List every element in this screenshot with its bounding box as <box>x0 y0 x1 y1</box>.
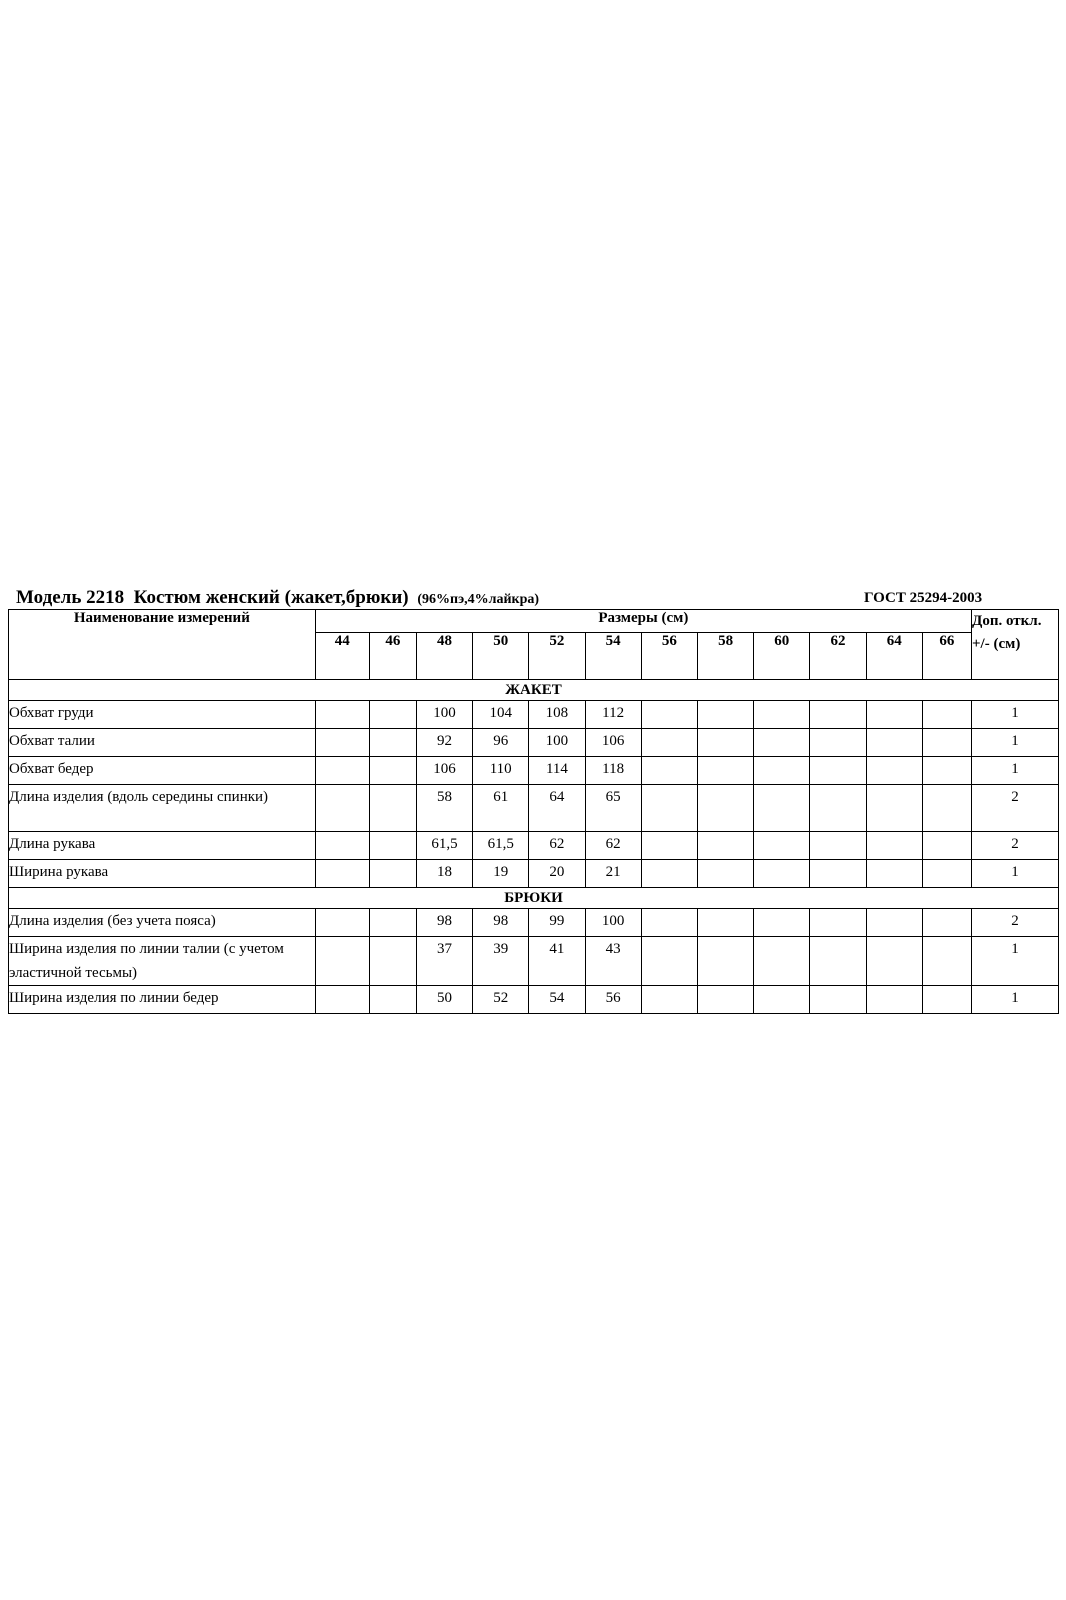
size-value-54: 65 <box>585 785 641 832</box>
size-value-52: 62 <box>529 832 585 860</box>
size-value-48: 61,5 <box>416 832 472 860</box>
size-value-60 <box>754 909 810 937</box>
measurement-name: Ширина изделия по линии талии (с учетом эластичной тесьмы) <box>9 937 316 986</box>
size-value-66 <box>922 832 971 860</box>
tolerance-value: 1 <box>972 757 1059 785</box>
size-value-62 <box>810 701 866 729</box>
size-value-52: 64 <box>529 785 585 832</box>
size-value-54: 56 <box>585 986 641 1014</box>
size-value-60 <box>754 757 810 785</box>
size-value-60 <box>754 860 810 888</box>
size-value-54: 106 <box>585 729 641 757</box>
size-value-44 <box>315 860 369 888</box>
size-value-62 <box>810 860 866 888</box>
size-value-56 <box>641 832 697 860</box>
section-title: БРЮКИ <box>9 888 1059 909</box>
size-value-50: 19 <box>473 860 529 888</box>
size-value-60 <box>754 729 810 757</box>
size-value-66 <box>922 937 971 986</box>
size-value-48: 18 <box>416 860 472 888</box>
section-row <box>9 888 1059 909</box>
size-value-46 <box>369 729 416 757</box>
size-value-64 <box>866 986 922 1014</box>
size-value-56 <box>641 860 697 888</box>
measurement-name: Длина рукава <box>9 832 316 860</box>
table-row <box>9 832 1059 860</box>
size-value-50: 52 <box>473 986 529 1014</box>
size-value-58 <box>697 909 753 937</box>
size-value-62 <box>810 729 866 757</box>
product-title: Костюм женский (жакет,брюки) <box>133 587 409 608</box>
size-value-56 <box>641 937 697 986</box>
size-value-66 <box>922 909 971 937</box>
size-value-44 <box>315 986 369 1014</box>
size-header-50: 50 <box>473 633 529 680</box>
tolerance-header: Доп. откл. +/- (см) <box>972 610 1059 680</box>
size-value-56 <box>641 729 697 757</box>
size-value-44 <box>315 937 369 986</box>
size-value-46 <box>369 757 416 785</box>
size-value-44 <box>315 701 369 729</box>
table-row <box>9 860 1059 888</box>
size-value-50: 98 <box>473 909 529 937</box>
size-header-58: 58 <box>697 633 753 680</box>
size-value-46 <box>369 937 416 986</box>
size-value-62 <box>810 986 866 1014</box>
size-value-56 <box>641 909 697 937</box>
size-value-50: 61 <box>473 785 529 832</box>
size-value-66 <box>922 785 971 832</box>
size-value-64 <box>866 729 922 757</box>
size-value-46 <box>369 986 416 1014</box>
size-value-64 <box>866 937 922 986</box>
size-value-54: 100 <box>585 909 641 937</box>
sizes-header: Размеры (см) <box>315 610 971 633</box>
size-value-50: 96 <box>473 729 529 757</box>
model-title <box>16 587 539 609</box>
size-value-66 <box>922 860 971 888</box>
size-value-46 <box>369 860 416 888</box>
tolerance-value: 1 <box>972 986 1059 1014</box>
size-value-52: 108 <box>529 701 585 729</box>
size-value-58 <box>697 729 753 757</box>
section-title: ЖАКЕТ <box>9 680 1059 701</box>
size-value-50: 104 <box>473 701 529 729</box>
size-value-58 <box>697 701 753 729</box>
size-value-66 <box>922 729 971 757</box>
size-value-52: 41 <box>529 937 585 986</box>
size-value-52: 114 <box>529 757 585 785</box>
size-value-64 <box>866 909 922 937</box>
size-value-64 <box>866 832 922 860</box>
size-value-48: 50 <box>416 986 472 1014</box>
size-value-62 <box>810 937 866 986</box>
size-value-46 <box>369 832 416 860</box>
tolerance-value: 1 <box>972 860 1059 888</box>
size-value-50: 39 <box>473 937 529 986</box>
size-value-46 <box>369 785 416 832</box>
size-value-44 <box>315 832 369 860</box>
document-header <box>16 587 1046 609</box>
tolerance-value: 1 <box>972 937 1059 986</box>
size-value-58 <box>697 757 753 785</box>
size-value-48: 98 <box>416 909 472 937</box>
table-row <box>9 785 1059 832</box>
size-value-46 <box>369 909 416 937</box>
measurement-name: Длина изделия (без учета пояса) <box>9 909 316 937</box>
tolerance-value: 1 <box>972 729 1059 757</box>
measurement-name: Ширина рукава <box>9 860 316 888</box>
table-row <box>9 909 1059 937</box>
size-value-64 <box>866 785 922 832</box>
size-value-54: 112 <box>585 701 641 729</box>
size-header-62: 62 <box>810 633 866 680</box>
size-value-50: 61,5 <box>473 832 529 860</box>
size-value-48: 58 <box>416 785 472 832</box>
tolerance-value: 1 <box>972 701 1059 729</box>
measurement-name: Обхват груди <box>9 701 316 729</box>
section-row <box>9 680 1059 701</box>
measurement-name-header: Наименование измерений <box>9 610 316 680</box>
size-value-60 <box>754 701 810 729</box>
size-value-58 <box>697 860 753 888</box>
model-number: Модель 2218 <box>16 587 125 608</box>
size-header-52: 52 <box>529 633 585 680</box>
size-chart-body <box>9 680 1059 1014</box>
fabric-composition: (96%пэ,4%лайкра) <box>417 592 540 607</box>
size-value-64 <box>866 860 922 888</box>
size-value-58 <box>697 937 753 986</box>
size-value-54: 43 <box>585 937 641 986</box>
size-value-62 <box>810 909 866 937</box>
size-value-54: 21 <box>585 860 641 888</box>
table-row <box>9 937 1059 986</box>
size-value-50: 110 <box>473 757 529 785</box>
size-value-60 <box>754 785 810 832</box>
size-value-56 <box>641 757 697 785</box>
size-header-54: 54 <box>585 633 641 680</box>
size-value-54: 62 <box>585 832 641 860</box>
size-header-48: 48 <box>416 633 472 680</box>
size-value-52: 99 <box>529 909 585 937</box>
measurement-name: Обхват талии <box>9 729 316 757</box>
size-value-46 <box>369 701 416 729</box>
size-value-60 <box>754 986 810 1014</box>
size-header-60: 60 <box>754 633 810 680</box>
size-value-66 <box>922 757 971 785</box>
tolerance-value: 2 <box>972 785 1059 832</box>
tolerance-value: 2 <box>972 832 1059 860</box>
size-value-48: 92 <box>416 729 472 757</box>
size-value-58 <box>697 832 753 860</box>
size-header-56: 56 <box>641 633 697 680</box>
table-row <box>9 757 1059 785</box>
size-value-66 <box>922 701 971 729</box>
size-value-58 <box>697 785 753 832</box>
size-value-44 <box>315 909 369 937</box>
size-value-48: 106 <box>416 757 472 785</box>
measurement-name: Длина изделия (вдоль середины спинки) <box>9 785 316 832</box>
size-value-44 <box>315 757 369 785</box>
size-value-58 <box>697 986 753 1014</box>
size-value-62 <box>810 785 866 832</box>
tolerance-value: 2 <box>972 909 1059 937</box>
size-value-62 <box>810 757 866 785</box>
size-header-44: 44 <box>315 633 369 680</box>
size-value-56 <box>641 785 697 832</box>
size-chart-table <box>8 609 1059 1014</box>
size-header-64: 64 <box>866 633 922 680</box>
size-value-44 <box>315 785 369 832</box>
size-value-60 <box>754 937 810 986</box>
measurement-name: Обхват бедер <box>9 757 316 785</box>
size-value-52: 54 <box>529 986 585 1014</box>
size-header-66: 66 <box>922 633 971 680</box>
size-value-60 <box>754 832 810 860</box>
size-value-56 <box>641 701 697 729</box>
size-value-54: 118 <box>585 757 641 785</box>
size-value-56 <box>641 986 697 1014</box>
table-row <box>9 986 1059 1014</box>
measurement-name: Ширина изделия по линии бедер <box>9 986 316 1014</box>
size-value-48: 100 <box>416 701 472 729</box>
size-value-66 <box>922 986 971 1014</box>
size-value-52: 20 <box>529 860 585 888</box>
size-value-64 <box>866 701 922 729</box>
table-row <box>9 701 1059 729</box>
size-header-46: 46 <box>369 633 416 680</box>
size-value-44 <box>315 729 369 757</box>
size-value-52: 100 <box>529 729 585 757</box>
size-value-64 <box>866 757 922 785</box>
table-row <box>9 729 1059 757</box>
gost-standard: ГОСТ 25294-2003 <box>864 590 983 606</box>
size-value-48: 37 <box>416 937 472 986</box>
size-value-62 <box>810 832 866 860</box>
